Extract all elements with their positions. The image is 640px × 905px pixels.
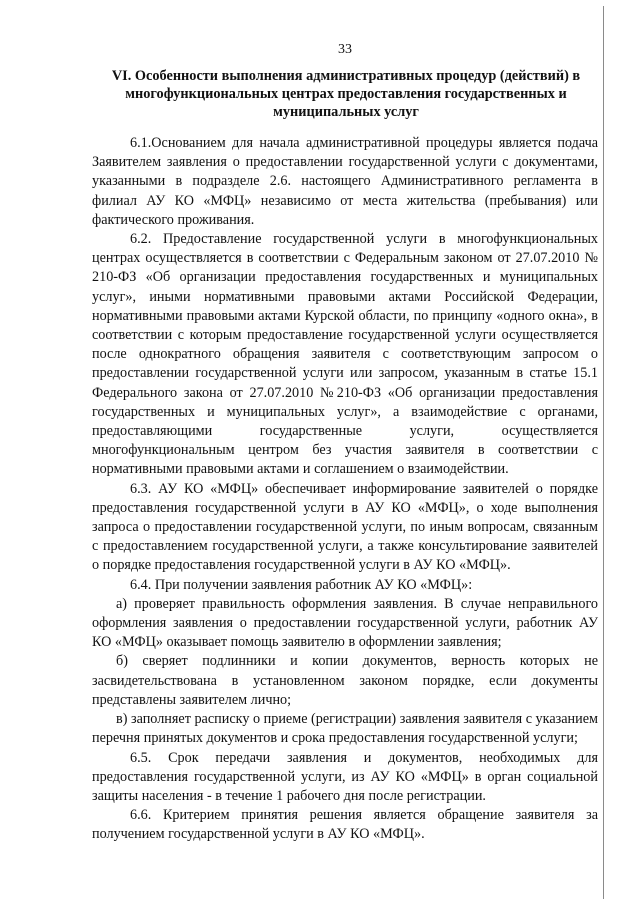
paragraph-6-5: 6.5. Срок передачи заявления и документов, необходимых для предоставления государственной услуги, из АУ КО «МФЦ» в орган социальной защиты населения - в течение 1 рабочего дня после регистрации. [92,749,598,804]
paragraph-6-1: 6.1.Основанием для начала административной процедуры является подача Заявителем заявления о предоставлении государственной услуги с документами, указанными в подразделе 2.6. настоящего Административного регламента в филиал АУ КО «МФЦ» независимо от места жительства (пребывания) или фактического проживания. [92,135,598,228]
page-edge-line [603,6,604,899]
paragraph-6-6: 6.6. Критерием принятия решения является обращение заявителя за получением государственной услуги в АУ КО «МФЦ». [92,807,598,843]
paragraph-6-4-a: а) проверяет правильность оформления заявления. В случае неправильного оформления заявления о предоставлении государственной услуги, работник АУ КО «МФЦ» оказывает помощь заявителю в оформлении заявления; [92,595,598,651]
paragraph-6-4: 6.4. При получении заявления работник АУ КО «МФЦ»: [130,576,473,593]
paragraph-6-4-v: в) заполняет расписку о приеме (регистрации) заявления заявителя с указанием перечня принятых документов и срока предоставления государственной услуги; [92,711,598,747]
paragraph-6-4-b: б) сверяет подлинники и копии документов, верность которых не засвидетельствована в установленном законом порядке, если документы представлены заявителем лично; [92,653,598,708]
page-number: 33 [338,42,352,57]
document-body [92,134,598,845]
paragraph-6-3: 6.3. АУ КО «МФЦ» обеспечивает информирование заявителей о порядке предоставления государственной услуги в АУ КО «МФЦ», о ходе выполнения запроса о предоставлении государственной услуги, по иным вопросам, связанным с предоставлением государственной услуги, а также консультирование заявителей о порядке предоставления государственной услуги в АУ КО «МФЦ». [92,480,598,574]
section-heading: VI. Особенности выполнения административных процедур (действий) в многофункциональных центрах предоставления государственных и муниципальных услуг [111,68,581,120]
paragraph-6-2: 6.2. Предоставление государственной услуги в многофункциональных центрах осуществляется в соответствии с Федеральным законом от 27.07.2010 № 210-ФЗ «Об организации предоставления государственных и муниципальных услуг», иными нормативными правовыми актами Российской Федерации, нормативными правовыми актами Курской области, по принципу «одного окна», в соответствии с которым предоставление государственной услуги осуществляется после однократного обращения заявителя с соответствующим запросом о предоставлении государственной услуги или запросом, указанным в статье 15.1 Федерального закона от 27.07.2010 №210-ФЗ «Об организации предоставления государственных и муниципальных услуг», а взаимодействие с органами, предоставляющими государственные услуги, осуществляется многофункциональным центром без участия заявителя в соответствии с нормативными правовыми актами и соглашением о взаимодействии. [92,231,598,478]
